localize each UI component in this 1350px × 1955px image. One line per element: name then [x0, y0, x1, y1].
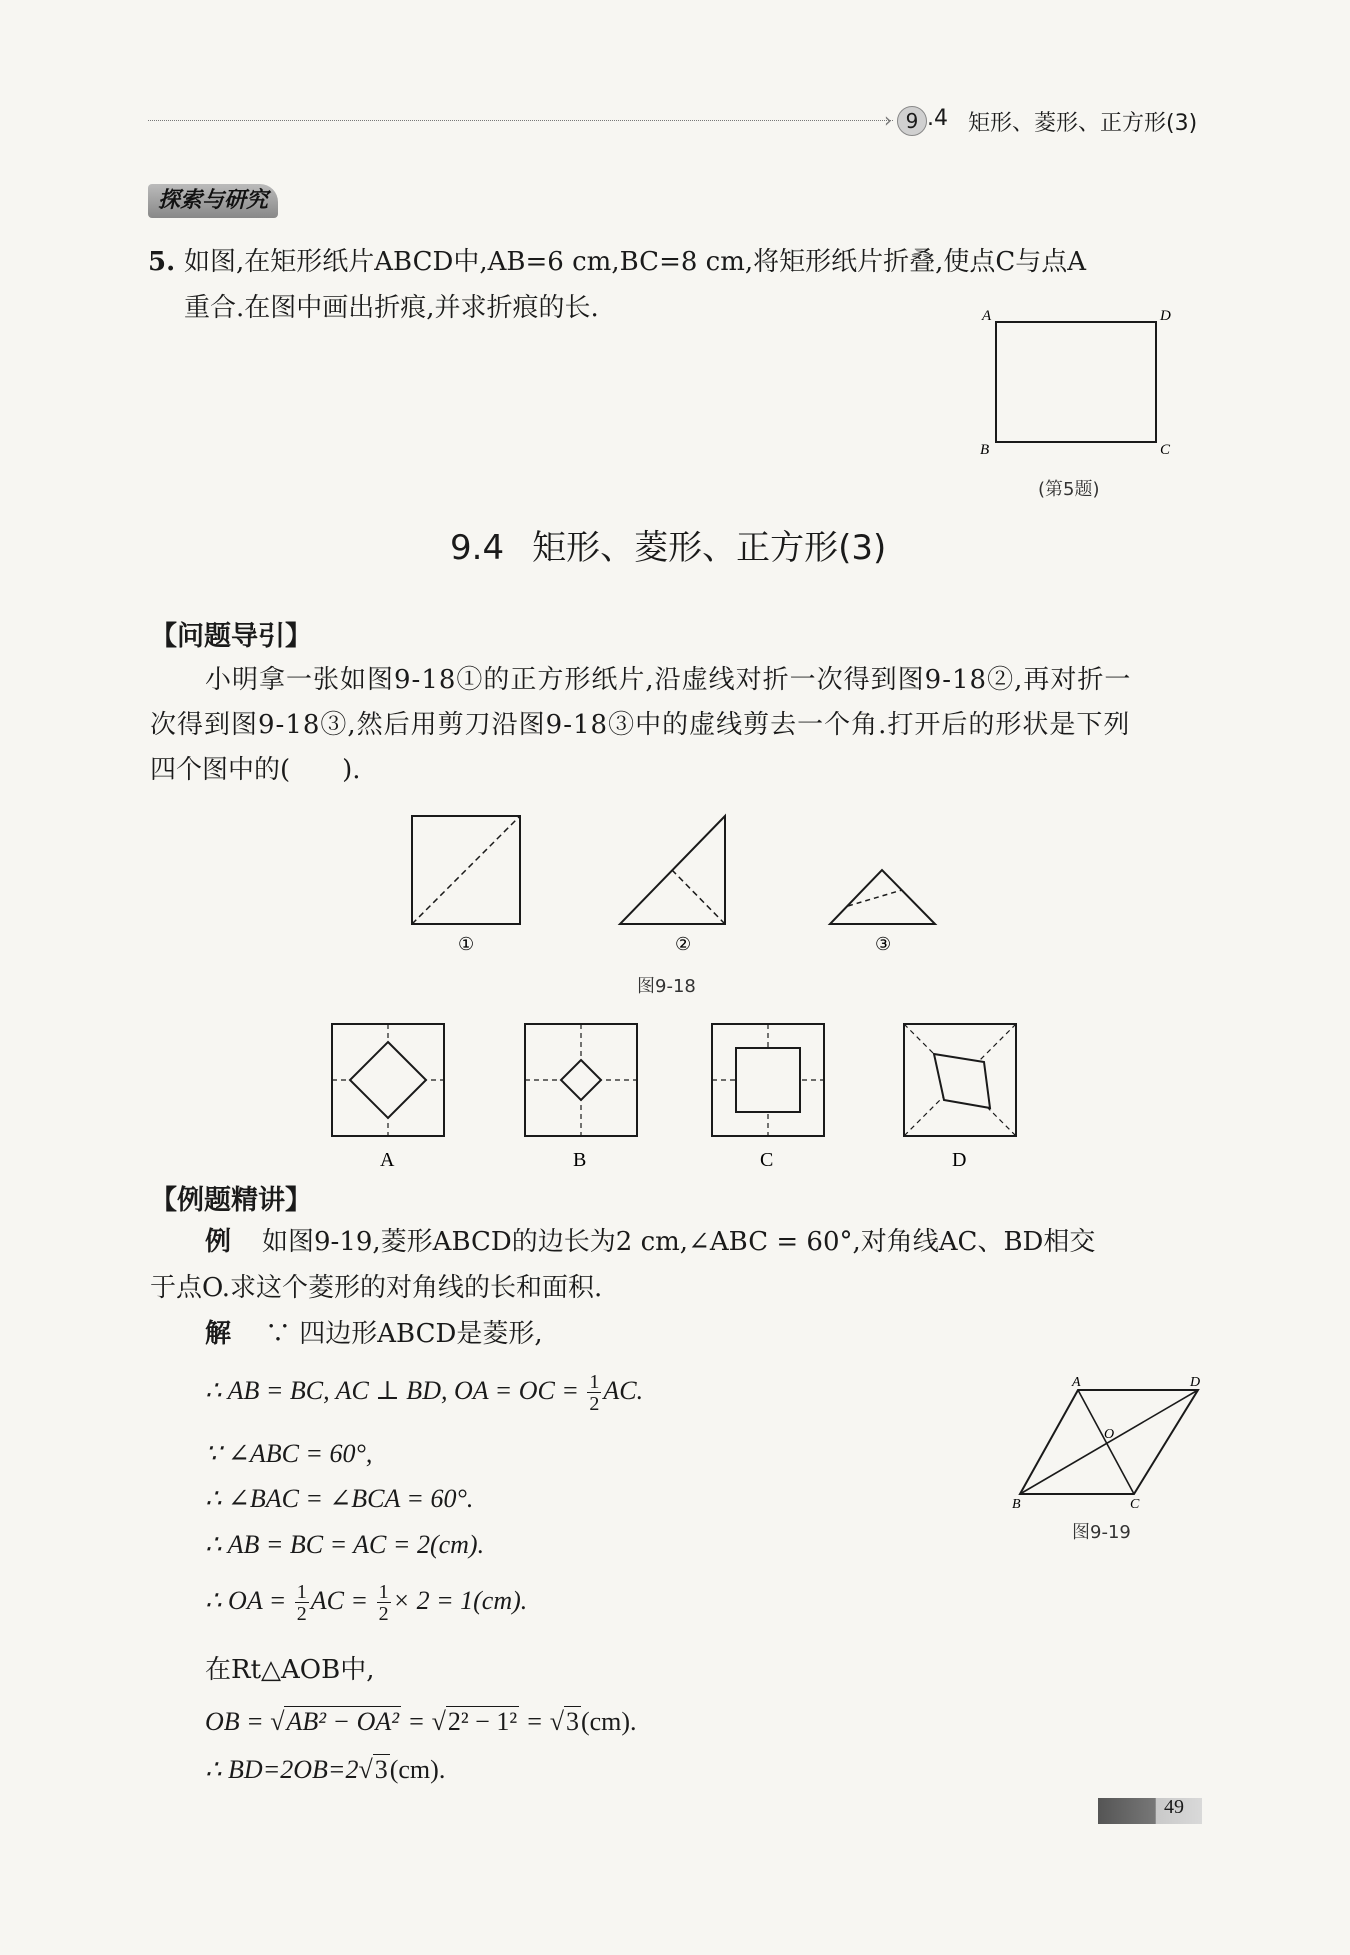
sqrt-icon: √ — [549, 1707, 564, 1736]
step5-den: 2 — [296, 1603, 307, 1625]
problem-line-2: 重合.在图中画出折痕,并求折痕的长. — [184, 293, 599, 323]
rhombus-label-o: O — [1104, 1427, 1115, 1442]
option-a — [332, 1024, 444, 1136]
step5-end: × 2 = 1(cm). — [392, 1585, 528, 1615]
header-section-badge — [897, 106, 927, 136]
step7-radicand-1: AB² − OA² — [286, 1707, 400, 1736]
options-figure — [320, 1016, 1040, 1176]
header-arrow-icon: › — [884, 108, 892, 132]
guide-line-1: 小明拿一张如图9-18①的正方形纸片,沿虚线对折一次得到图9-18②,再对折一 — [205, 665, 1132, 695]
fold-step-3 — [830, 870, 935, 924]
solution-step-7 — [205, 1704, 637, 1740]
fold-label-2: ② — [675, 934, 692, 954]
solution-label: 解 — [205, 1319, 232, 1349]
option-d — [904, 1024, 1016, 1136]
option-label-d: D — [952, 1149, 967, 1171]
step7-eq: = — [407, 1707, 426, 1736]
diagonal-bd — [1020, 1390, 1198, 1494]
header-section-num: 9 — [905, 109, 919, 133]
label-b: B — [980, 442, 990, 458]
step5-fraction-2 — [377, 1582, 391, 1624]
step1-fraction — [587, 1372, 601, 1414]
step5-num: 1 — [296, 1581, 307, 1603]
fold-step-1 — [412, 816, 520, 924]
figure-9-18-caption: 图9-18 — [637, 976, 696, 997]
label-a: A — [982, 308, 992, 324]
step7-radicand-3: 3 — [565, 1707, 579, 1736]
option-c — [712, 1024, 824, 1136]
rhombus-figure — [1010, 1372, 1220, 1517]
sqrt-icon: √ — [270, 1707, 285, 1736]
example-line-1: 如图9-19,菱形ABCD的边长为2 cm,∠ABC = 60°,对角线AC、BD相交 — [262, 1227, 1096, 1257]
solution-step-6: 在Rt△AOB中, — [205, 1655, 375, 1685]
guide-title: 【问题导引】 — [150, 621, 312, 652]
step1-num: 1 — [589, 1371, 600, 1393]
fold-step-2 — [620, 816, 725, 924]
diagonal-ac — [1078, 1390, 1134, 1494]
header-section-rest: .4 — [927, 106, 948, 131]
step8-radicand: 3 — [374, 1755, 388, 1784]
solution-step-5 — [205, 1582, 527, 1624]
step5-num-2: 1 — [378, 1581, 389, 1603]
section-heading — [450, 520, 886, 569]
solution-step-2: ∵ ∠ABC = 60°, — [205, 1439, 373, 1468]
step8-start: ∴ BD=2OB=2 — [205, 1755, 359, 1784]
rhombus-label-d: D — [1190, 1375, 1201, 1390]
step5-den-2: 2 — [378, 1603, 389, 1625]
figure-9-19-caption: 图9-19 — [1072, 1522, 1131, 1543]
step7-end: (cm). — [580, 1707, 637, 1736]
rectangle-figure — [970, 302, 1180, 462]
solution-step-4: ∴ AB = BC = AC = 2(cm). — [205, 1530, 485, 1559]
step7-eq-2: = — [525, 1707, 544, 1736]
figure-5-caption: (第5题) — [1038, 479, 1100, 500]
example-line-2: 于点O.求这个菱形的对角线的长和面积. — [150, 1273, 603, 1303]
option-label-c: C — [760, 1149, 774, 1171]
step1-tail: AC. — [603, 1375, 644, 1405]
step7-radicand-2: 2² − 1² — [447, 1707, 518, 1736]
fold-steps-figure — [400, 808, 960, 958]
step5-mid: AC = — [310, 1585, 369, 1615]
header-rule — [148, 120, 893, 121]
step1-den: 2 — [589, 1393, 600, 1415]
rhombus-label-a: A — [1072, 1375, 1081, 1390]
problem-line-1: 如图,在矩形纸片ABCD中,AB=6 cm,BC=8 cm,将矩形纸片折叠,使点C与点A — [184, 247, 1087, 277]
fold-label-3: ③ — [875, 934, 892, 954]
section-heading-number: 9.4 — [450, 528, 505, 568]
solution-step-8 — [205, 1752, 445, 1788]
example-label: 例 — [205, 1227, 232, 1257]
solution-intro: ∵ 四边形ABCD是菱形, — [265, 1319, 543, 1349]
header-section-title: 矩形、菱形、正方形(3) — [968, 111, 1198, 136]
rhombus-label-c: C — [1130, 1497, 1140, 1512]
guide-line-3: 四个图中的( ). — [150, 755, 361, 785]
problem-number: 5. — [148, 247, 176, 277]
step1-main: ∴ AB = BC, AC ⊥ BD, OA = OC = — [205, 1375, 579, 1405]
step5-fraction-1 — [295, 1582, 309, 1624]
explore-badge — [148, 184, 278, 218]
label-c: C — [1160, 442, 1171, 458]
guide-line-2: 次得到图9-18③,然后用剪刀沿图9-18③中的虚线剪去一个角.打开后的形状是下列 — [150, 710, 1131, 740]
sqrt-icon: √ — [431, 1707, 446, 1736]
section-heading-title: 矩形、菱形、正方形(3) — [532, 528, 887, 568]
example-title: 【例题精讲】 — [150, 1185, 312, 1216]
solution-step-3: ∴ ∠BAC = ∠BCA = 60°. — [205, 1484, 474, 1513]
option-label-b: B — [573, 1149, 587, 1171]
explore-badge-label: 探索与研究 — [158, 188, 269, 213]
rectangle-abcd — [996, 322, 1156, 442]
page-number-bar — [1098, 1798, 1202, 1824]
page-number: 49 — [1164, 1796, 1184, 1818]
step8-end: (cm). — [389, 1755, 446, 1784]
solution-step-1 — [205, 1372, 643, 1414]
label-d: D — [1160, 308, 1171, 324]
rhombus-label-b: B — [1012, 1497, 1021, 1512]
option-label-a: A — [380, 1149, 395, 1171]
step7-start: OB = — [205, 1707, 264, 1736]
step5-start: ∴ OA = — [205, 1585, 287, 1615]
option-b — [525, 1024, 637, 1136]
sqrt-icon: √ — [358, 1755, 373, 1784]
fold-label-1: ① — [458, 934, 475, 954]
